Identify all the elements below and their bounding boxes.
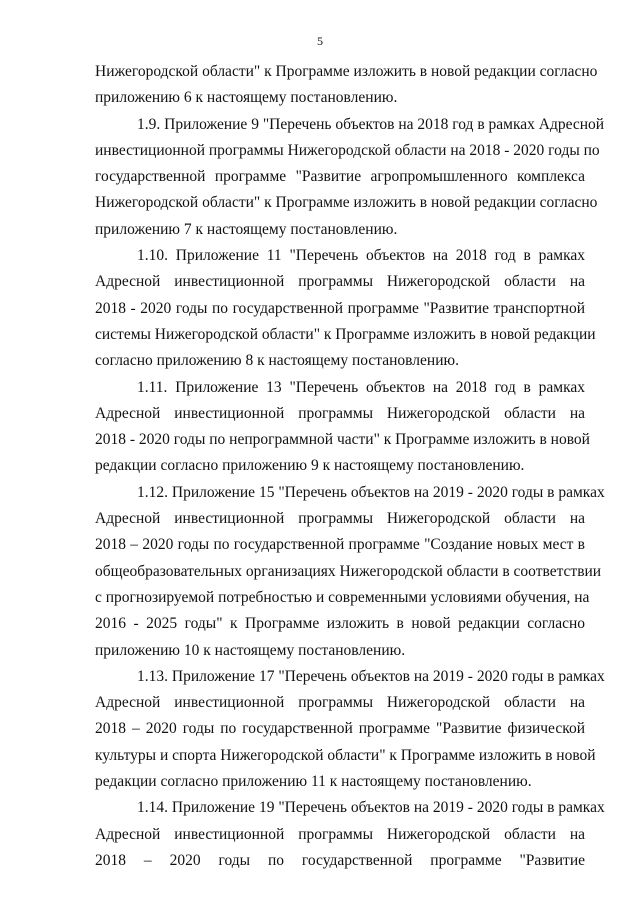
paragraph-line: Нижегородской области" к Программе изложить в новой редакции согласно — [95, 194, 598, 212]
paragraph-line: Адресной инвестиционной программы Нижегородской области на — [95, 694, 585, 712]
paragraph-line: инвестиционной программы Нижегородской области на 2018 - 2020 годы по — [95, 141, 600, 159]
paragraph-line: 2018 – 2020 годы по государственной программе "Развитие — [95, 851, 585, 869]
paragraph-line: 1.10. Приложение 11 "Перечень объектов на 2018 год в рамках — [137, 247, 585, 265]
paragraph-line: редакции согласно приложению 11 к настоящему постановлению. — [95, 773, 532, 791]
paragraph-line: 1.14. Приложение 19 "Перечень объектов на 2019 - 2020 годы в рамках — [137, 799, 605, 817]
paragraph-line: согласно приложению 8 к настоящему постановлению. — [95, 352, 459, 370]
paragraph-line: 1.12. Приложение 15 "Перечень объектов на 2019 - 2020 годы в рамках — [137, 483, 605, 501]
paragraph-line: 2018 – 2020 годы по государственной программе "Создание новых мест в — [95, 536, 585, 554]
paragraph-line: 2018 - 2020 годы по непрограммной части" к Программе изложить в новой — [95, 431, 590, 449]
paragraph-line: 2018 - 2020 годы по государственной программе "Развитие транспортной — [95, 299, 585, 317]
paragraph-line: приложению 7 к настоящему постановлению. — [95, 220, 398, 238]
paragraph-line: Адресной инвестиционной программы Нижегородской области на — [95, 404, 585, 422]
paragraph — [95, 375, 590, 480]
paragraph — [95, 480, 605, 664]
paragraph-line: 1.11. Приложение 13 "Перечень объектов на 2018 год в рамках — [137, 378, 585, 396]
paragraph — [95, 59, 598, 112]
paragraph-line: общеобразовательных организациях Нижегородской области в соответствии — [95, 562, 602, 580]
paragraph-line: приложению 6 к настоящему постановлению. — [95, 89, 398, 107]
paragraph-line: 1.13. Приложение 17 "Перечень объектов на 2019 - 2020 годы в рамках — [137, 667, 605, 685]
paragraph-line: 1.9. Приложение 9 "Перечень объектов на 2018 год в рамках Адресной — [137, 115, 605, 133]
paragraph-line: приложению 10 к настоящему постановлению. — [95, 641, 406, 659]
paragraph-line: системы Нижегородской области" к Программе изложить в новой редакции — [95, 325, 596, 343]
paragraph — [95, 243, 596, 374]
paragraph-line: государственной программе "Развитие агропромышленного комплекса — [95, 168, 585, 186]
paragraph-line: 2016 - 2025 годы" к Программе изложить в новой редакции согласно — [95, 615, 585, 633]
paragraph — [95, 112, 605, 243]
paragraph-line: Адресной инвестиционной программы Нижегородской области на — [95, 510, 585, 528]
paragraph-line: 2018 – 2020 годы по государственной программе "Развитие физической — [95, 720, 585, 738]
paragraph-line: Адресной инвестиционной программы Нижегородской области на — [95, 825, 585, 843]
paragraph — [95, 664, 605, 795]
paragraph-line: Адресной инвестиционной программы Нижегородской области на — [95, 273, 585, 291]
paragraph-line: с прогнозируемой потребностью и современными условиями обучения, на — [95, 588, 590, 606]
paragraph-line: культуры и спорта Нижегородской области" к Программе изложить в новой — [95, 746, 596, 764]
document-body — [95, 59, 605, 874]
paragraph-line: редакции согласно приложению 9 к настоящему постановлению. — [95, 457, 525, 475]
page-number: 5 — [317, 34, 323, 48]
paragraph — [95, 795, 605, 874]
paragraph-line: Нижегородской области" к Программе изложить в новой редакции согласно — [95, 63, 598, 80]
